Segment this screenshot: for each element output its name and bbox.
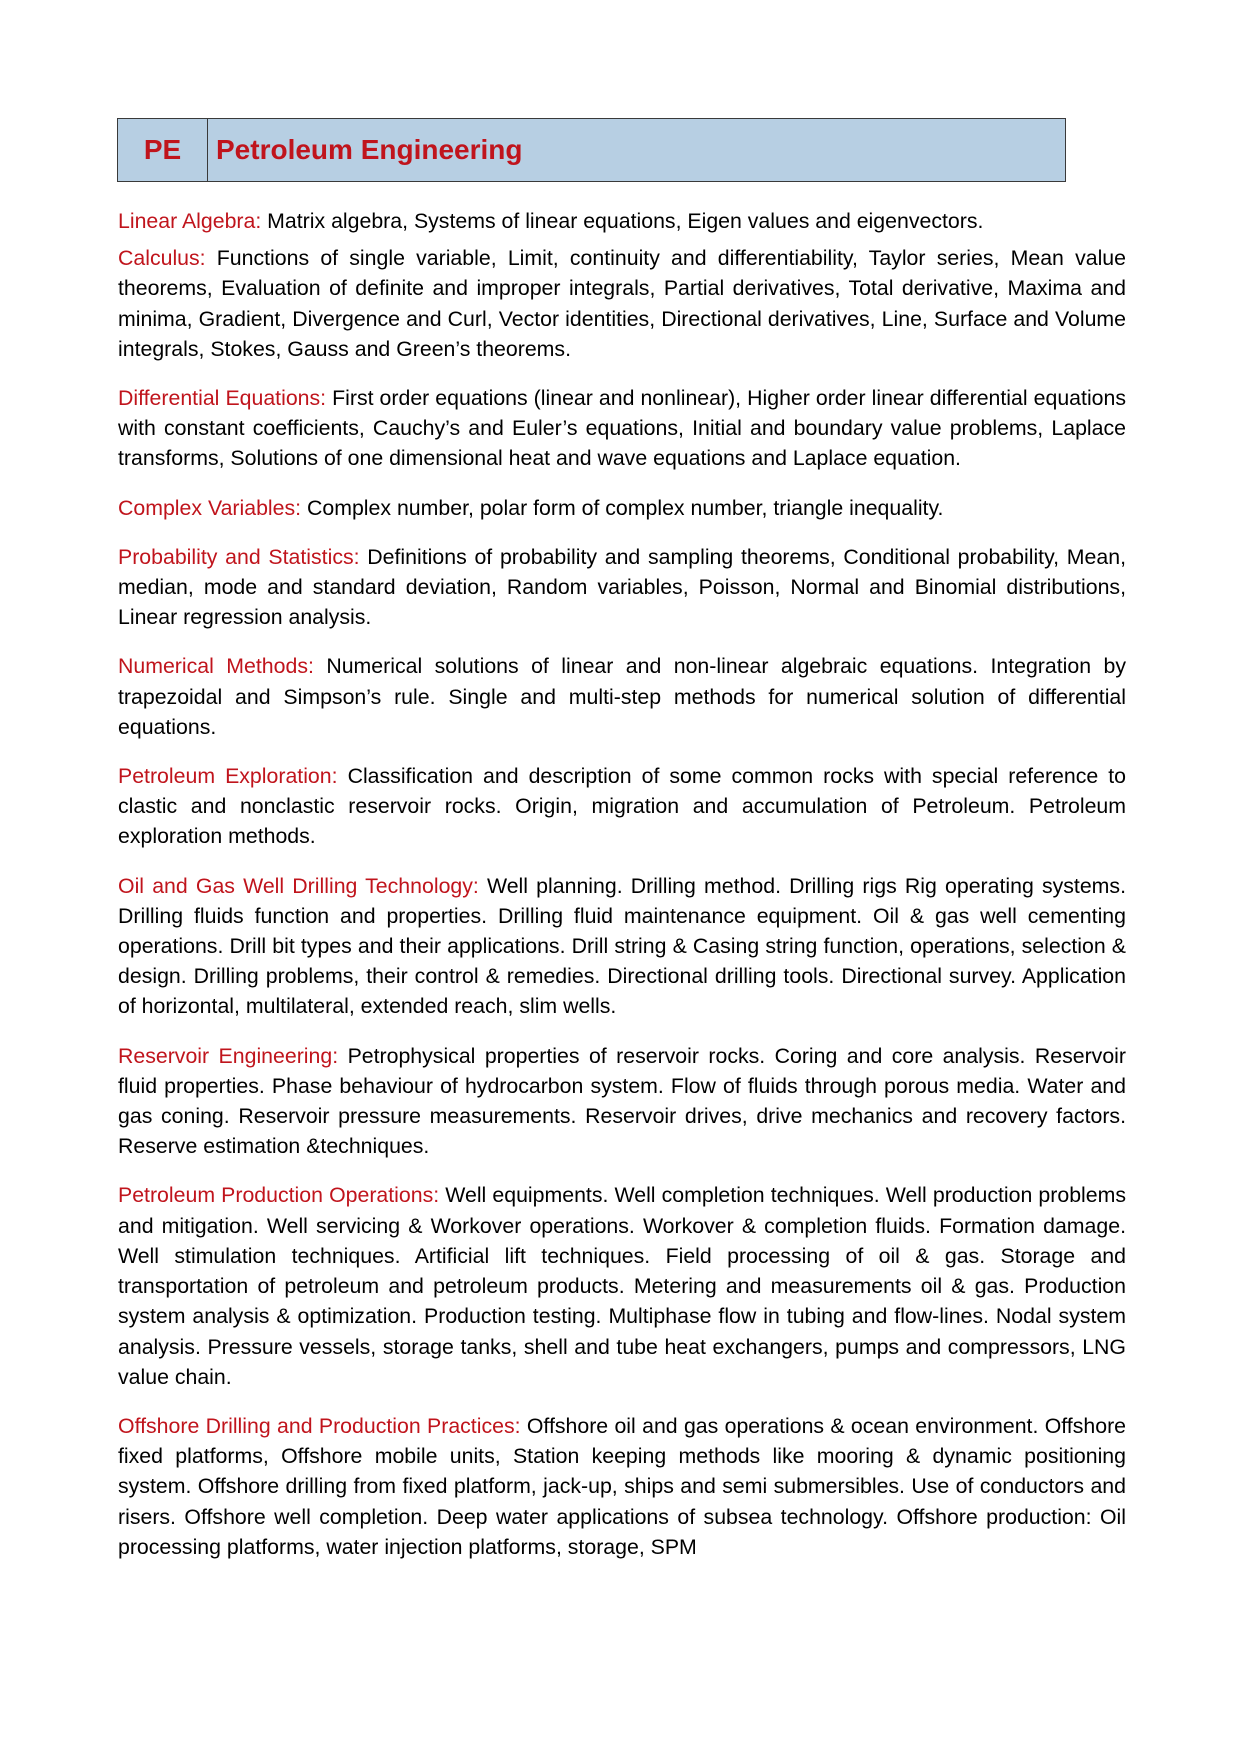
topic-text: Functions of single variable, Limit, continuity and differentiability, Taylor series, Mean value theorems, Evaluation of definite and improper integrals, Partial derivatives, Total derivative, Maxima and minima, Gradient, Divergence and Curl, Vector identities, Directional derivatives, Line, Surface and Volume integrals, Stokes, Gauss and Green’s theorems. bbox=[118, 246, 1126, 361]
topic-heading: Differential Equations: bbox=[118, 386, 327, 411]
section-reservoir-engineering bbox=[118, 1041, 1126, 1162]
section-differential-equations bbox=[118, 383, 1126, 474]
topic-heading: Oil and Gas Well Drilling Technology: bbox=[118, 873, 479, 898]
section-petroleum-exploration bbox=[118, 761, 1126, 852]
topic-text: Well planning. Drilling method. Drilling rigs Rig operating systems. Drilling fluids function and properties. Drilling fluid maintenance equipment. Oil & gas well cementing operations. Drill bit types and their applications. Drill string & Casing string function, operations, selection & design. Drilling problems, their control & remedies. Directional drilling tools. Directional survey. Application of horizontal, multilateral, extended reach, slim wells. bbox=[118, 873, 1126, 1019]
topic-text: Offshore oil and gas operations & ocean environment. Offshore fixed platforms, Offshore mobile units, Station keeping methods like mooring & dynamic positioning system. Offshore drilling from fixed platform, jack-up, ships and semi submersibles. Use of conductors and risers. Offshore well completion. Deep water applications of subsea technology. Offshore production: Oil processing platforms, water injection platforms, storage, SPM bbox=[118, 1413, 1127, 1559]
topic-text: Numerical solutions of linear and non-linear algebraic equations. Integration by trapezoidal and Simpson’s rule. Single and multi-step methods for numerical solution of differential equations. bbox=[118, 654, 1127, 739]
topic-text: Classification and description of some common rocks with special reference to clastic and nonclastic reservoir rocks. Origin, migration and accumulation of Petroleum. Petroleum exploration methods. bbox=[118, 764, 1126, 849]
topic-heading: Petroleum Production Operations: bbox=[118, 1183, 440, 1208]
topic-heading: Numerical Methods: bbox=[118, 654, 314, 679]
section-complex-variables bbox=[118, 493, 1126, 523]
section-well-drilling bbox=[118, 871, 1126, 1022]
topic-heading: Calculus: bbox=[118, 246, 206, 271]
section-numerical-methods bbox=[118, 651, 1126, 742]
topic-heading: Probability and Statistics: bbox=[118, 544, 360, 569]
topic-text: Petrophysical properties of reservoir rocks. Coring and core analysis. Reservoir fluid properties. Phase behaviour of hydrocarbon system. Flow of fluids through porous media. Water and gas coning. Reservoir pressure measurements. Reservoir drives, drive mechanics and recovery factors. Reserve estimation &techniques. bbox=[118, 1043, 1126, 1159]
syllabus-content bbox=[118, 206, 1126, 1581]
topic-text: Matrix algebra, Systems of linear equations, Eigen values and eigenvectors. bbox=[261, 209, 984, 233]
topic-heading: Offshore Drilling and Production Practices: bbox=[118, 1413, 521, 1438]
topic-heading: Reservoir Engineering: bbox=[118, 1043, 339, 1068]
section-probability-statistics bbox=[118, 542, 1126, 633]
topic-text: Well equipments. Well completion techniques. Well production problems and mitigation. Well servicing & Workover operations. Workover & completion fluids. Formation damage. Well stimulation techniques. Artificial lift techniques. Field processing of oil & gas. Storage and transportation of petroleum and petroleum products. Metering and measurements oil & gas. Production system analysis & optimization. Production testing. Multiphase flow in tubing and flow-lines. Nodal system analysis. Pressure vessels, storage tanks, shell and tube heat exchangers, pumps and compressors, LNG value chain. bbox=[118, 1183, 1126, 1389]
section-calculus bbox=[118, 243, 1126, 364]
section-production-operations bbox=[118, 1180, 1126, 1391]
topic-heading: Linear Algebra: bbox=[118, 209, 262, 233]
paper-header bbox=[117, 118, 1066, 182]
paper-code: PE bbox=[118, 119, 208, 181]
section-linear-algebra bbox=[118, 206, 1126, 236]
paper-title: Petroleum Engineering bbox=[216, 134, 523, 165]
topic-heading: Complex Variables: bbox=[118, 495, 302, 520]
topic-text: Definitions of probability and sampling theorems, Conditional probability, Mean, median, mode and standard deviation, Random variables, Poisson, Normal and Binomial distributions, Linear regression analysis. bbox=[118, 544, 1126, 630]
topic-text: First order equations (linear and nonlinear), Higher order linear differential equations with constant coefficients, Cauchy’s and Euler’s equations, Initial and boundary value problems, Laplace transforms, Solutions of one dimensional heat and wave equations and Laplace equation. bbox=[118, 386, 1127, 471]
topic-heading: Petroleum Exploration: bbox=[118, 764, 338, 789]
topic-text: Complex number, polar form of complex number, triangle inequality. bbox=[301, 495, 944, 520]
section-offshore-practices bbox=[118, 1411, 1126, 1562]
